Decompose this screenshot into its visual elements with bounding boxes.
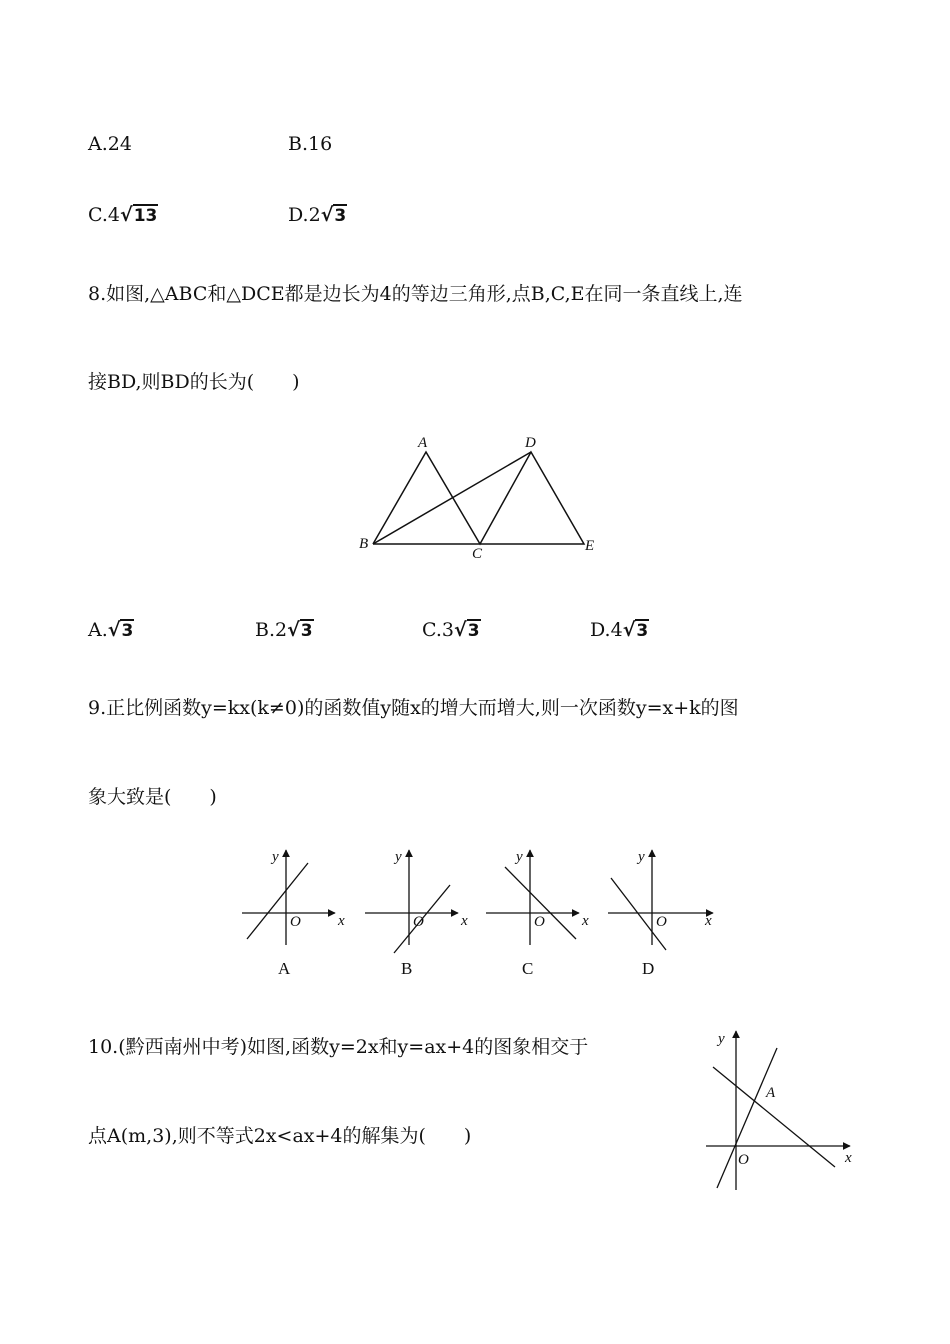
q10-point-a-label: A [766, 1085, 776, 1101]
sqrt-3: √3 [454, 619, 480, 641]
q8-option-c: C.3√3 [422, 619, 480, 641]
graph-c-origin-label: O [534, 914, 545, 930]
graph-d-caption: D [642, 959, 655, 978]
label-e: E [585, 538, 595, 554]
graph-b [365, 849, 468, 978]
label-c: C [472, 546, 483, 562]
q9-text-line2: 象大致是( ) [88, 786, 217, 808]
graph-b-caption: B [401, 959, 413, 978]
sqrt-3: √3 [320, 204, 347, 226]
q10-x-label: x [845, 1150, 852, 1166]
graph-d [608, 849, 713, 978]
q8-option-b: B.2√3 [255, 619, 313, 641]
q7-option-c: C.4√13 [88, 204, 158, 226]
graph-d-x-label: x [705, 913, 712, 929]
q10-text-line1: 10.(黔西南州中考)如图,函数y=2x和y=ax+4的图象相交于 [88, 1036, 589, 1058]
graph-a-origin-label: O [290, 914, 301, 930]
graph-a-x-label: x [338, 913, 345, 929]
sqrt-3: √3 [107, 619, 134, 641]
q8-option-a: A.√3 [88, 619, 134, 641]
graph-a [242, 849, 345, 978]
q8-option-d: D.4√3 [590, 619, 649, 641]
graph-c-y-label: y [516, 849, 523, 865]
sqrt-3: √3 [287, 619, 313, 641]
label-a: A [418, 435, 428, 451]
graph-c-x-label: x [582, 913, 589, 929]
q7-option-a: A.24 [88, 133, 132, 155]
graph-a-caption: A [278, 959, 291, 978]
graph-c-caption: C [522, 959, 534, 978]
graph-d-y-label: y [638, 849, 645, 865]
label-b: B [359, 536, 369, 552]
q8-text-line1: 8.如图,△ABC和△DCE都是边长为4的等边三角形,点B,C,E在同一条直线上,连 [88, 283, 743, 305]
sqrt-13: √13 [120, 204, 158, 226]
q10-text-line2: 点A(m,3),则不等式2x<ax+4的解集为( ) [88, 1125, 472, 1147]
graph-b-x-label: x [461, 913, 468, 929]
q10-y-label: y [718, 1031, 725, 1047]
graph-d-origin-label: O [656, 914, 667, 930]
graph-c [486, 849, 589, 978]
graph-b-y-label: y [395, 849, 402, 865]
label-d: D [525, 435, 536, 451]
q10-intersection-figure [700, 1025, 860, 1200]
q8-text-line2: 接BD,则BD的长为( ) [88, 371, 300, 393]
q7-option-d: D.2√3 [288, 204, 347, 226]
graph-b-origin-label: O [413, 914, 424, 930]
q9-text-line1: 9.正比例函数y=kx(k≠0)的函数值y随x的增大而增大,则一次函数y=x+k的图 [88, 697, 739, 719]
q9-graph-options-figure [238, 845, 738, 985]
q10-origin-label: O [738, 1152, 749, 1168]
graph-a-y-label: y [272, 849, 279, 865]
q8-triangles-figure [350, 430, 610, 560]
sqrt-3: √3 [622, 619, 649, 641]
q7-option-b: B.16 [288, 133, 333, 155]
